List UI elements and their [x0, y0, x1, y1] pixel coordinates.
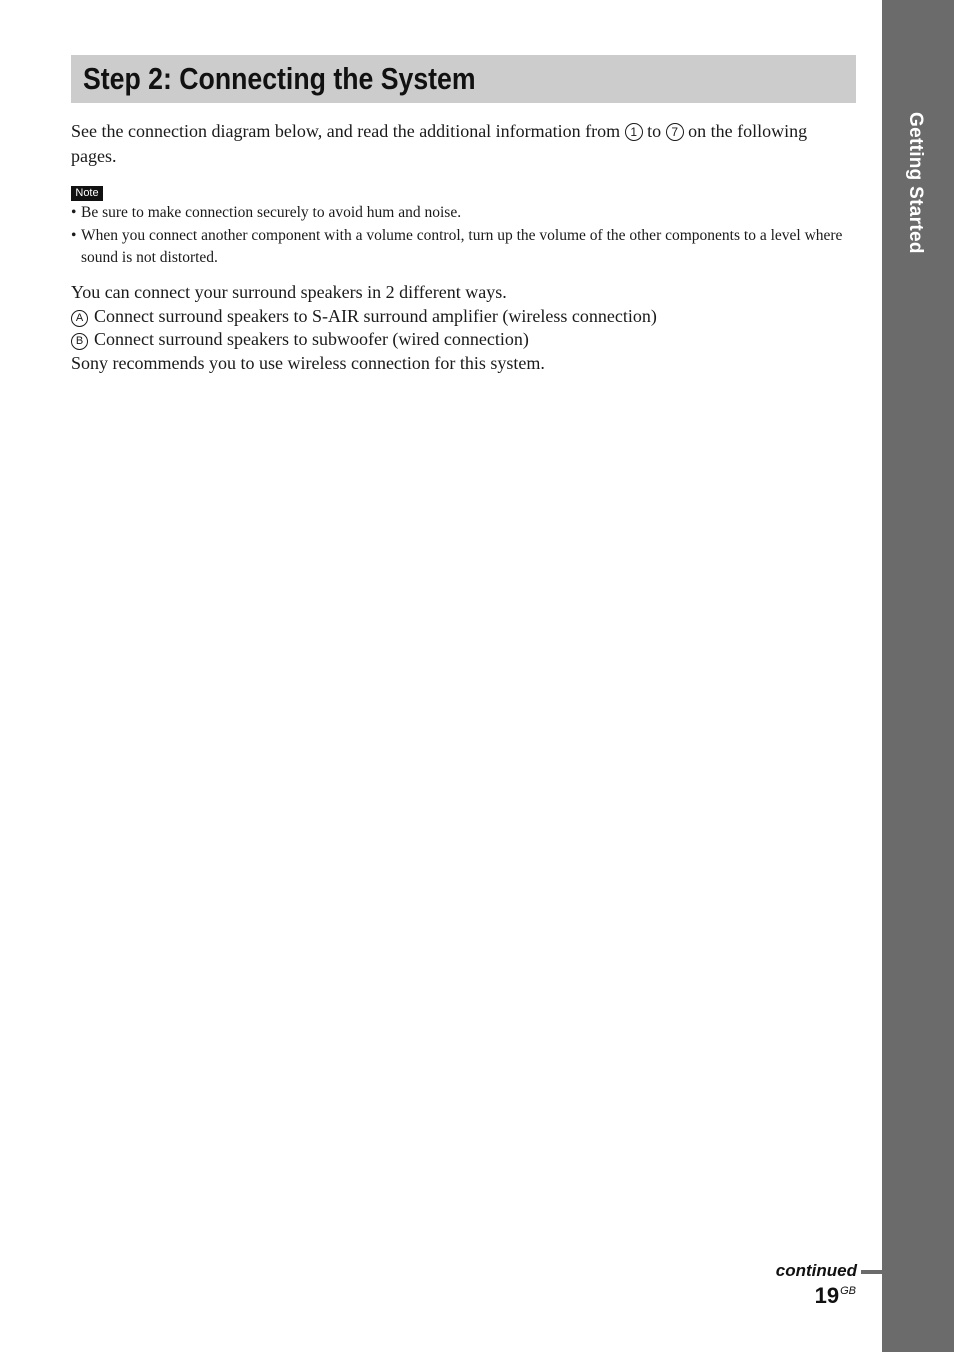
page-number-suffix: GB: [840, 1285, 856, 1297]
option-b: [71, 328, 857, 352]
option-b-text: Connect surround speakers to subwoofer (wired connection): [94, 329, 529, 350]
circled-letter-b: B: [71, 333, 88, 350]
page-number-value: 19: [814, 1283, 840, 1308]
note-item-text: When you connect another component with a volume control, turn up the volume of the other components to a level where sound is not distorted.: [81, 226, 843, 266]
title-bar: [71, 55, 856, 103]
circled-number-start: 1: [625, 123, 643, 141]
note-badge: Note: [71, 186, 103, 201]
option-a-text: Connect surround speakers to S-AIR surround amplifier (wireless connection): [94, 305, 657, 326]
circled-number-end: 7: [666, 123, 684, 141]
intro-text-before: See the connection diagram below, and read the additional information from: [71, 121, 621, 141]
note-item: [71, 225, 857, 270]
bullet-icon: •: [71, 204, 77, 221]
note-list: [71, 202, 857, 270]
continued-label: continued: [775, 1261, 857, 1280]
note-item-text: Be sure to make connection securely to avoid hum and noise.: [81, 204, 462, 221]
section-tab-label: Getting Started: [905, 112, 926, 254]
intro-text-after: on the following pages.: [71, 121, 808, 166]
page-number: [815, 1283, 856, 1309]
options-intro: You can connect your surround speakers in 2 different ways.: [71, 282, 507, 302]
bullet-icon: •: [71, 226, 77, 244]
continued-rule: [861, 1270, 882, 1274]
recommendation-text: Sony recommends you to use wireless connection for this system.: [71, 353, 545, 374]
note-item: [71, 202, 857, 225]
page-title: Step 2: Connecting the System: [83, 61, 476, 96]
intro-text-between: to: [647, 121, 662, 141]
circled-letter-a: A: [71, 310, 88, 327]
intro-paragraph: [71, 119, 857, 168]
connection-options: [71, 281, 857, 376]
option-a: [71, 305, 857, 329]
